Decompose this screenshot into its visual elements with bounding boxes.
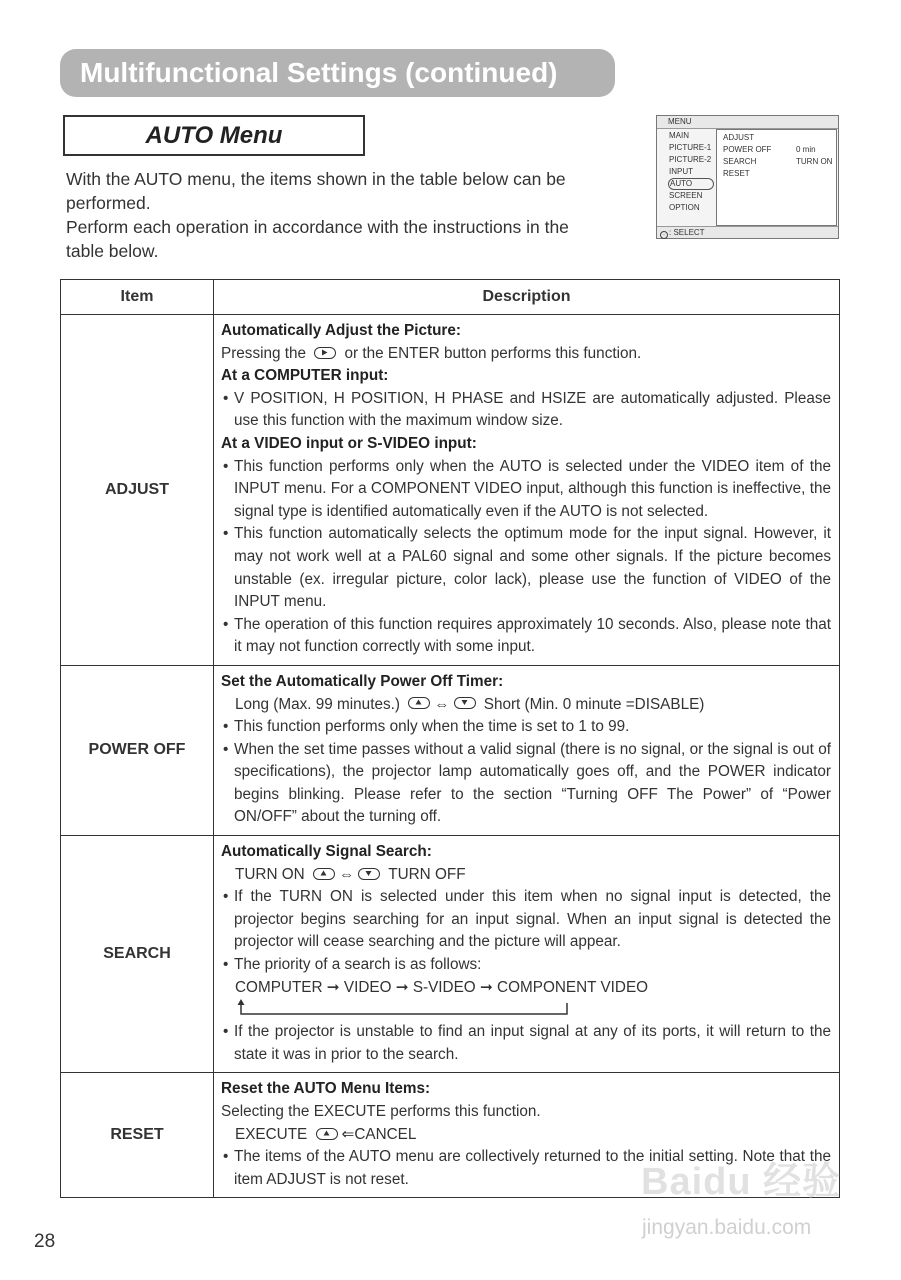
bullet-text: When the set time passes without a valid signal (there is no signal, or the signal is out of specifications), the projector lamp automatically goes off, and the POWER indicator begins blinking. Please refer to the section “Turning OFF The Power” of “Power ON/OFF” about the turning off. bbox=[234, 740, 831, 826]
page-title: Multifunctional Settings (continued) bbox=[60, 49, 615, 97]
loop-back-arrow-icon bbox=[235, 999, 831, 1021]
auto-menu-table bbox=[60, 279, 840, 1198]
double-arrow: ⇔ bbox=[338, 865, 355, 883]
osd-sub-item: RESET bbox=[723, 169, 750, 178]
osd-footer bbox=[657, 226, 838, 238]
bullet-dot: • bbox=[223, 740, 229, 758]
osd-sub-item: ADJUST bbox=[723, 133, 755, 142]
heading: Automatically Signal Search: bbox=[221, 843, 432, 861]
intro-line: With the AUTO menu, the items shown in the table below can be bbox=[66, 169, 566, 189]
osd-menu-item: PICTURE-1 bbox=[669, 143, 712, 152]
text: TURN ON bbox=[235, 865, 305, 883]
osd-menu-item-selected: AUTO bbox=[668, 178, 714, 190]
osd-sub-value: TURN ON bbox=[796, 157, 833, 166]
range-line bbox=[221, 864, 831, 887]
heading: Automatically Adjust the Picture: bbox=[221, 322, 461, 339]
sequence-item: VIDEO bbox=[343, 978, 392, 996]
bullet-text: The operation of this function requires approximately 10 seconds. Also, please note that it may not function correctly with some input. bbox=[234, 615, 831, 656]
osd-menu-item: SCREEN bbox=[669, 191, 703, 200]
search-priority-sequence bbox=[221, 977, 831, 1000]
text: Pressing the bbox=[221, 344, 307, 362]
osd-header: MENU bbox=[657, 116, 838, 129]
item-description bbox=[214, 665, 840, 835]
item-name: SEARCH bbox=[61, 836, 214, 1073]
bullet-item bbox=[221, 716, 831, 739]
bullet-item bbox=[221, 739, 831, 829]
intro-line: performed. bbox=[66, 193, 151, 213]
intro-text bbox=[66, 167, 641, 263]
header-description: Description bbox=[214, 280, 840, 315]
bullet-text: This function performs only when the time is set to 1 to 99. bbox=[234, 718, 630, 736]
bullet-item bbox=[221, 1021, 831, 1066]
bullet-dot: • bbox=[223, 956, 229, 974]
range-line bbox=[221, 694, 831, 717]
osd-sub-item: POWER OFF bbox=[723, 145, 772, 154]
bullet-dot: • bbox=[223, 888, 229, 906]
bullet-item bbox=[221, 614, 831, 659]
arrow-icon: ➞ bbox=[326, 978, 340, 996]
text: or the ENTER button performs this function. bbox=[344, 344, 642, 362]
bullet-dot: • bbox=[223, 1023, 229, 1041]
item-name: POWER OFF bbox=[61, 665, 214, 835]
text: Short (Min. 0 minute =DISABLE) bbox=[483, 695, 705, 713]
osd-menu-item: MAIN bbox=[669, 131, 689, 140]
text-line: Selecting the EXECUTE performs this function. bbox=[221, 1103, 541, 1120]
range-line bbox=[221, 1124, 831, 1147]
item-name: ADJUST bbox=[61, 315, 214, 666]
table-header-row bbox=[61, 280, 840, 315]
up-button-icon bbox=[313, 868, 335, 880]
table-row-power-off bbox=[61, 665, 840, 835]
text: ⇐CANCEL bbox=[341, 1125, 417, 1143]
osd-sub-value: 0 min bbox=[796, 145, 816, 154]
osd-menu-item: OPTION bbox=[669, 203, 700, 212]
up-button-icon bbox=[316, 1128, 338, 1140]
heading: Set the Automatically Power Off Timer: bbox=[221, 672, 504, 690]
double-arrow: ⇔ bbox=[434, 695, 450, 713]
section-title: AUTO Menu bbox=[63, 115, 365, 156]
sequence-item: COMPUTER bbox=[235, 978, 323, 996]
bullet-text: If the TURN ON is selected under this item when no signal input is detected, the projector begins searching for an input signal. When an input signal is detected the projector will cease searching and the picture will appear. bbox=[234, 888, 831, 951]
up-button-icon bbox=[408, 697, 430, 709]
osd-menu-preview bbox=[656, 115, 839, 239]
text: TURN OFF bbox=[388, 865, 466, 883]
bullet-dot: • bbox=[223, 457, 229, 475]
page-number: 28 bbox=[34, 1231, 56, 1252]
watermark-url: jingyan.baidu.com bbox=[642, 1216, 812, 1239]
osd-right-panel bbox=[716, 129, 837, 226]
heading: At a COMPUTER input: bbox=[221, 367, 389, 385]
bullet-dot: • bbox=[223, 718, 229, 736]
item-description bbox=[214, 315, 840, 666]
text-line bbox=[221, 343, 831, 366]
sequence-item: COMPONENT VIDEO bbox=[497, 978, 649, 996]
heading: Reset the AUTO Menu Items: bbox=[221, 1080, 431, 1098]
osd-menu-item: INPUT bbox=[669, 167, 693, 176]
osd-sub-item: SEARCH bbox=[723, 157, 757, 166]
item-name: RESET bbox=[61, 1073, 214, 1198]
bullet-text: The items of the AUTO menu are collectively returned to the initial setting. Note that the item ADJUST is not reset. bbox=[234, 1148, 831, 1188]
bullet-dot: • bbox=[223, 389, 229, 407]
sequence-item: S-VIDEO bbox=[412, 978, 476, 996]
bullet-text: The priority of a search is as follows: bbox=[234, 956, 482, 974]
osd-footer-text: : SELECT bbox=[669, 228, 705, 237]
down-button-icon bbox=[358, 868, 380, 880]
item-description bbox=[214, 836, 840, 1073]
bullet-item bbox=[221, 954, 831, 977]
select-button-icon: · bbox=[660, 231, 668, 239]
arrow-icon: ➞ bbox=[479, 978, 493, 996]
osd-menu-item: PICTURE-2 bbox=[669, 155, 712, 164]
intro-line: table below. bbox=[66, 241, 159, 261]
heading: At a VIDEO input or S-VIDEO input: bbox=[221, 434, 477, 452]
arrow-icon: ➞ bbox=[395, 978, 409, 996]
header-item: Item bbox=[61, 280, 214, 315]
table-row-adjust bbox=[61, 315, 840, 666]
table-row-search bbox=[61, 836, 840, 1073]
osd-left-column bbox=[668, 130, 716, 214]
bullet-dot: • bbox=[223, 615, 229, 633]
bullet-dot: • bbox=[223, 525, 229, 543]
bullet-text: V POSITION, H POSITION, H PHASE and HSIZE are automatically adjusted. Please use this function with the maximum window size. bbox=[234, 389, 831, 430]
bullet-text: This function performs only when the AUTO is selected under the VIDEO item of the INPUT menu. For a COMPONENT VIDEO input, although this function is ineffective, the signal type is identified automatically even if the AUTO is not selected. bbox=[234, 457, 831, 520]
intro-line: Perform each operation in accordance with the instructions in the bbox=[66, 217, 569, 237]
watermark-logo: Baidu 经验 bbox=[641, 1161, 842, 1203]
bullet-text: This function automatically selects the optimum mode for the input signal. However, it may not work well at a PAL60 signal and some other signals. If the picture becomes unstable (ex. irregular picture, color lack), please use the function of VIDEO of the INPUT menu. bbox=[234, 525, 831, 611]
bullet-item bbox=[221, 886, 831, 954]
right-button-icon bbox=[314, 347, 336, 359]
text: Long (Max. 99 minutes.) bbox=[235, 695, 400, 713]
text: EXECUTE bbox=[235, 1125, 308, 1143]
down-button-icon bbox=[454, 697, 476, 709]
bullet-dot: • bbox=[223, 1148, 229, 1166]
bullet-item bbox=[221, 456, 831, 524]
bullet-item bbox=[221, 523, 831, 613]
bullet-text: If the projector is unstable to find an input signal at any of its ports, it will return to the state it was in prior to the search. bbox=[234, 1023, 831, 1063]
bullet-item bbox=[221, 388, 831, 433]
